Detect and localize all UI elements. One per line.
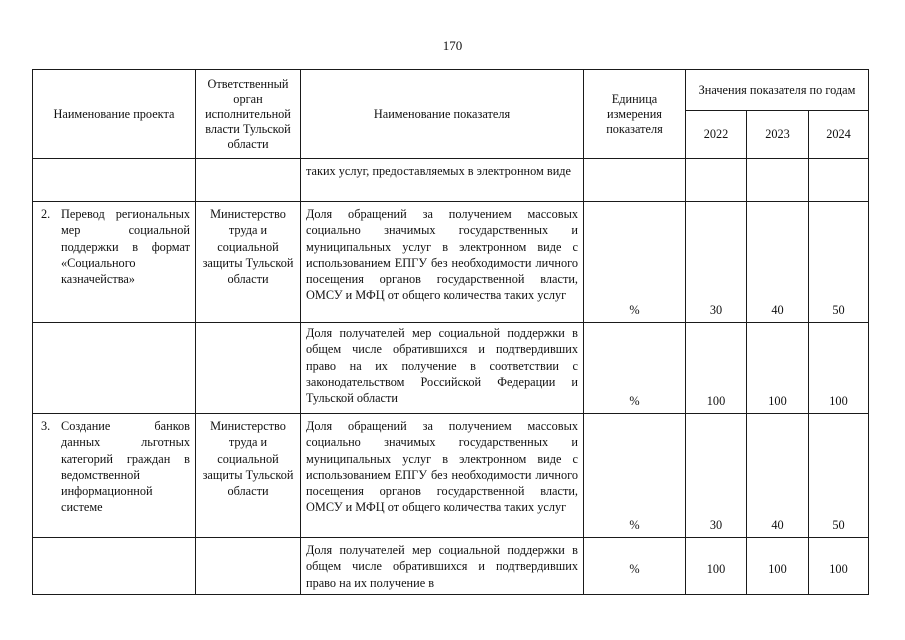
cell-value-2022: 100: [686, 538, 747, 595]
table-row: [33, 414, 869, 538]
cell-unit: %: [584, 323, 686, 414]
header-project: Наименование проекта: [33, 70, 196, 159]
cell-unit: %: [584, 202, 686, 323]
cell-authority: [196, 323, 301, 414]
cell-value-2024: 50: [809, 414, 869, 538]
cell-authority: Министерство труда и социальной защиты Тульской области: [196, 202, 301, 323]
header-authority: Ответственный орган исполнительной власти Тульской области: [196, 70, 301, 159]
cell-indicator: таких услуг, предоставляемых в электронном виде: [301, 159, 584, 202]
table-row: [33, 159, 869, 202]
cell-value-2023: [747, 159, 809, 202]
cell-value-2024: 100: [809, 323, 869, 414]
cell-value-2022: 30: [686, 202, 747, 323]
cell-authority: [196, 159, 301, 202]
header-unit: Единица измерения показателя: [584, 70, 686, 159]
header-values-group: Значения показателя по годам: [686, 70, 869, 111]
cell-unit: [584, 159, 686, 202]
project-name: Создание банков данных льготных категорий граждан в ведомственной информационной системе: [61, 419, 190, 515]
cell-indicator: Доля обращений за получением массовых социально значимых государственных и муниципальных услуг в электронном виде с использованием ЕПГУ без необходимости личного посещения органов государственной власти, ОМСУ и МФЦ от общего количества таких услуг: [301, 202, 584, 323]
header-year-2022: 2022: [686, 111, 747, 159]
cell-project: [33, 159, 196, 202]
row-number: 3.: [41, 419, 51, 433]
cell-value-2022: 30: [686, 414, 747, 538]
cell-authority: [196, 538, 301, 595]
header-year-2024: 2024: [809, 111, 869, 159]
cell-value-2024: [809, 159, 869, 202]
cell-value-2023: 100: [747, 323, 809, 414]
cell-authority: Министерство труда и социальной защиты Тульской области: [196, 414, 301, 538]
cell-value-2024: 50: [809, 202, 869, 323]
table-row: [33, 323, 869, 414]
cell-indicator: Доля обращений за получением массовых социально значимых государственных и муниципальных услуг в электронном виде с использованием ЕПГУ без необходимости личного посещения органов государственной власти, ОМСУ и МФЦ от общего количества таких услуг: [301, 414, 584, 538]
row-number: 2.: [41, 207, 51, 221]
table-row: [33, 202, 869, 323]
cell-value-2022: 100: [686, 323, 747, 414]
cell-project: [33, 202, 196, 323]
cell-value-2023: 40: [747, 414, 809, 538]
cell-unit: %: [584, 414, 686, 538]
indicators-table: [32, 69, 869, 595]
cell-value-2024: 100: [809, 538, 869, 595]
project-name: Перевод региональных мер социальной поддержки в формат «Социального казначейства»: [61, 207, 190, 287]
cell-project: [33, 323, 196, 414]
cell-indicator: Доля получателей мер социальной поддержки в общем числе обратившихся и подтвердивших право на их получение в: [301, 538, 584, 595]
cell-value-2023: 40: [747, 202, 809, 323]
cell-indicator: Доля получателей мер социальной поддержки в общем числе обратившихся и подтвердивших право на их получение в соответствии с законодательством Российской Федерации и Тульской области: [301, 323, 584, 414]
cell-unit: %: [584, 538, 686, 595]
header-year-2023: 2023: [747, 111, 809, 159]
cell-value-2023: 100: [747, 538, 809, 595]
cell-project: [33, 538, 196, 595]
page-number: 170: [442, 38, 463, 53]
cell-value-2022: [686, 159, 747, 202]
cell-project: [33, 414, 196, 538]
header-indicator: Наименование показателя: [301, 70, 584, 159]
table-row: [33, 538, 869, 595]
